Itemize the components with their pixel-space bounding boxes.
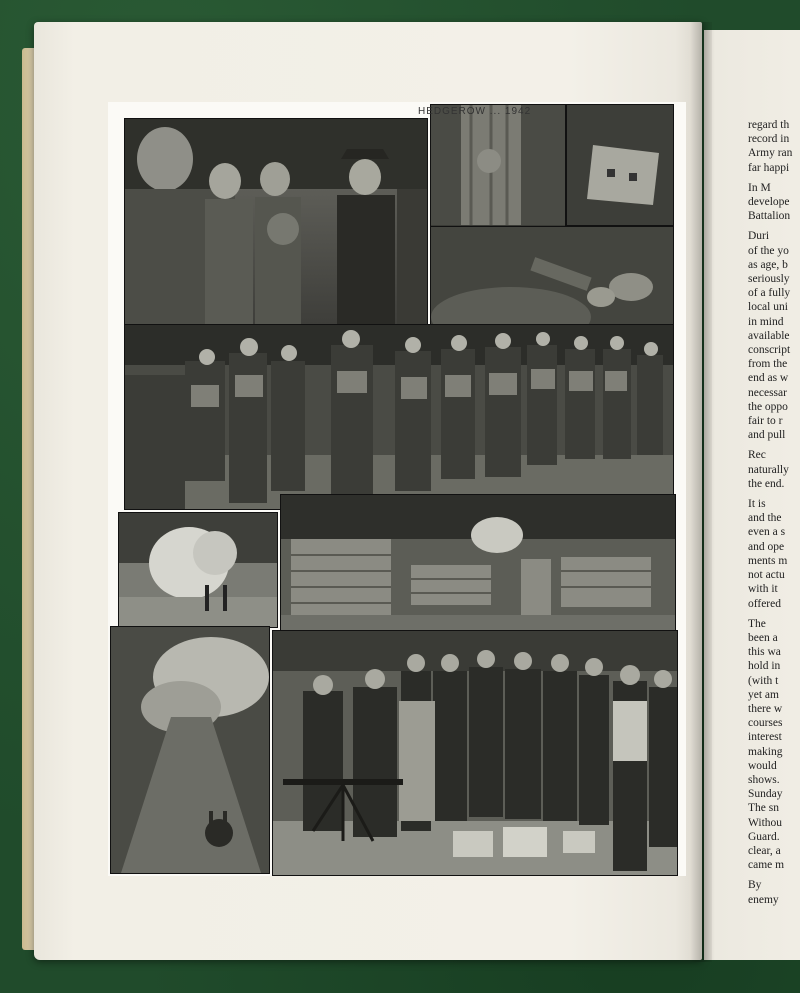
right-text-line: Battalion [748,210,791,223]
photo-officer-group [124,118,428,326]
photo-smoke-path [110,626,270,874]
right-text-line: develope [748,196,790,209]
right-text-line: shows. [748,773,780,786]
right-text-line: By [748,879,762,892]
right-text-line: Withou [748,816,783,829]
right-text-line: there w [748,702,783,715]
right-text-line: regard th [748,119,790,131]
photo-smoke-field [118,512,278,628]
right-text-line: ments m [748,554,788,567]
right-text-line: of a fully [748,287,791,300]
right-text-line: (with t [748,674,779,687]
right-text-line: The sn [748,802,779,815]
right-text-line: Sunday [748,788,783,801]
right-page-text [748,118,800,907]
right-text-line: hold in [748,660,781,673]
right-text-line: yet am [748,688,779,701]
right-text-line: end as w [748,372,789,385]
photo-target-board [566,104,674,226]
right-text-line: available [748,329,790,342]
right-text-line: far happi [748,161,790,174]
right-text-line: Army ran [748,147,793,160]
right-text-line: with it [748,583,778,596]
right-text-line: offered [748,597,781,610]
right-text-line: the end. [748,477,785,490]
right-text-line: not actu [748,569,785,582]
right-text-line: fair to r [748,415,783,428]
right-text-line: the oppo [748,400,788,413]
right-text-line: been a [748,631,778,644]
right-text-line: in mind [748,315,784,328]
right-text-line: from the [748,358,788,371]
photo-soldiers-formation [124,324,674,510]
right-text-line: Duri [748,230,770,243]
right-text-line: naturally [748,463,789,476]
right-text-line: even a s [748,526,786,539]
right-text-line: came m [748,859,785,872]
right-text-line: clear, a [748,844,781,857]
collage-caption: HEDGEROW ... 1942 [418,106,532,117]
right-text-line: conscript [748,344,791,357]
right-text-line: making [748,745,783,758]
right-text-line: would [748,759,777,772]
right-text-line: local uni [748,301,788,314]
right-text-line: The [748,617,766,630]
right-text-line: enemy [748,893,779,906]
right-text-line: and pull [748,429,786,442]
right-text-line: It is [748,498,766,511]
right-text-line: seriously [748,273,790,286]
right-text-line: and the [748,512,782,525]
right-text-line: necessar [748,386,787,399]
right-text-line: as age, b [748,258,788,271]
photo-sandbag-emplacement [280,494,676,634]
right-text-line: In M [748,181,771,194]
right-text-line: Rec [748,449,766,462]
right-text-line: of the yo [748,244,789,257]
right-text-line: courses [748,717,783,730]
right-text-line: record in [748,133,790,146]
right-text-line: Guard. [748,830,780,843]
right-text-line: interest [748,731,782,744]
right-text-line: this wa [748,646,781,659]
photo-machine-gun-group [272,630,678,876]
photo-collage [108,102,686,876]
right-text-line: and ope [748,540,785,553]
spine-shadow [690,22,712,962]
